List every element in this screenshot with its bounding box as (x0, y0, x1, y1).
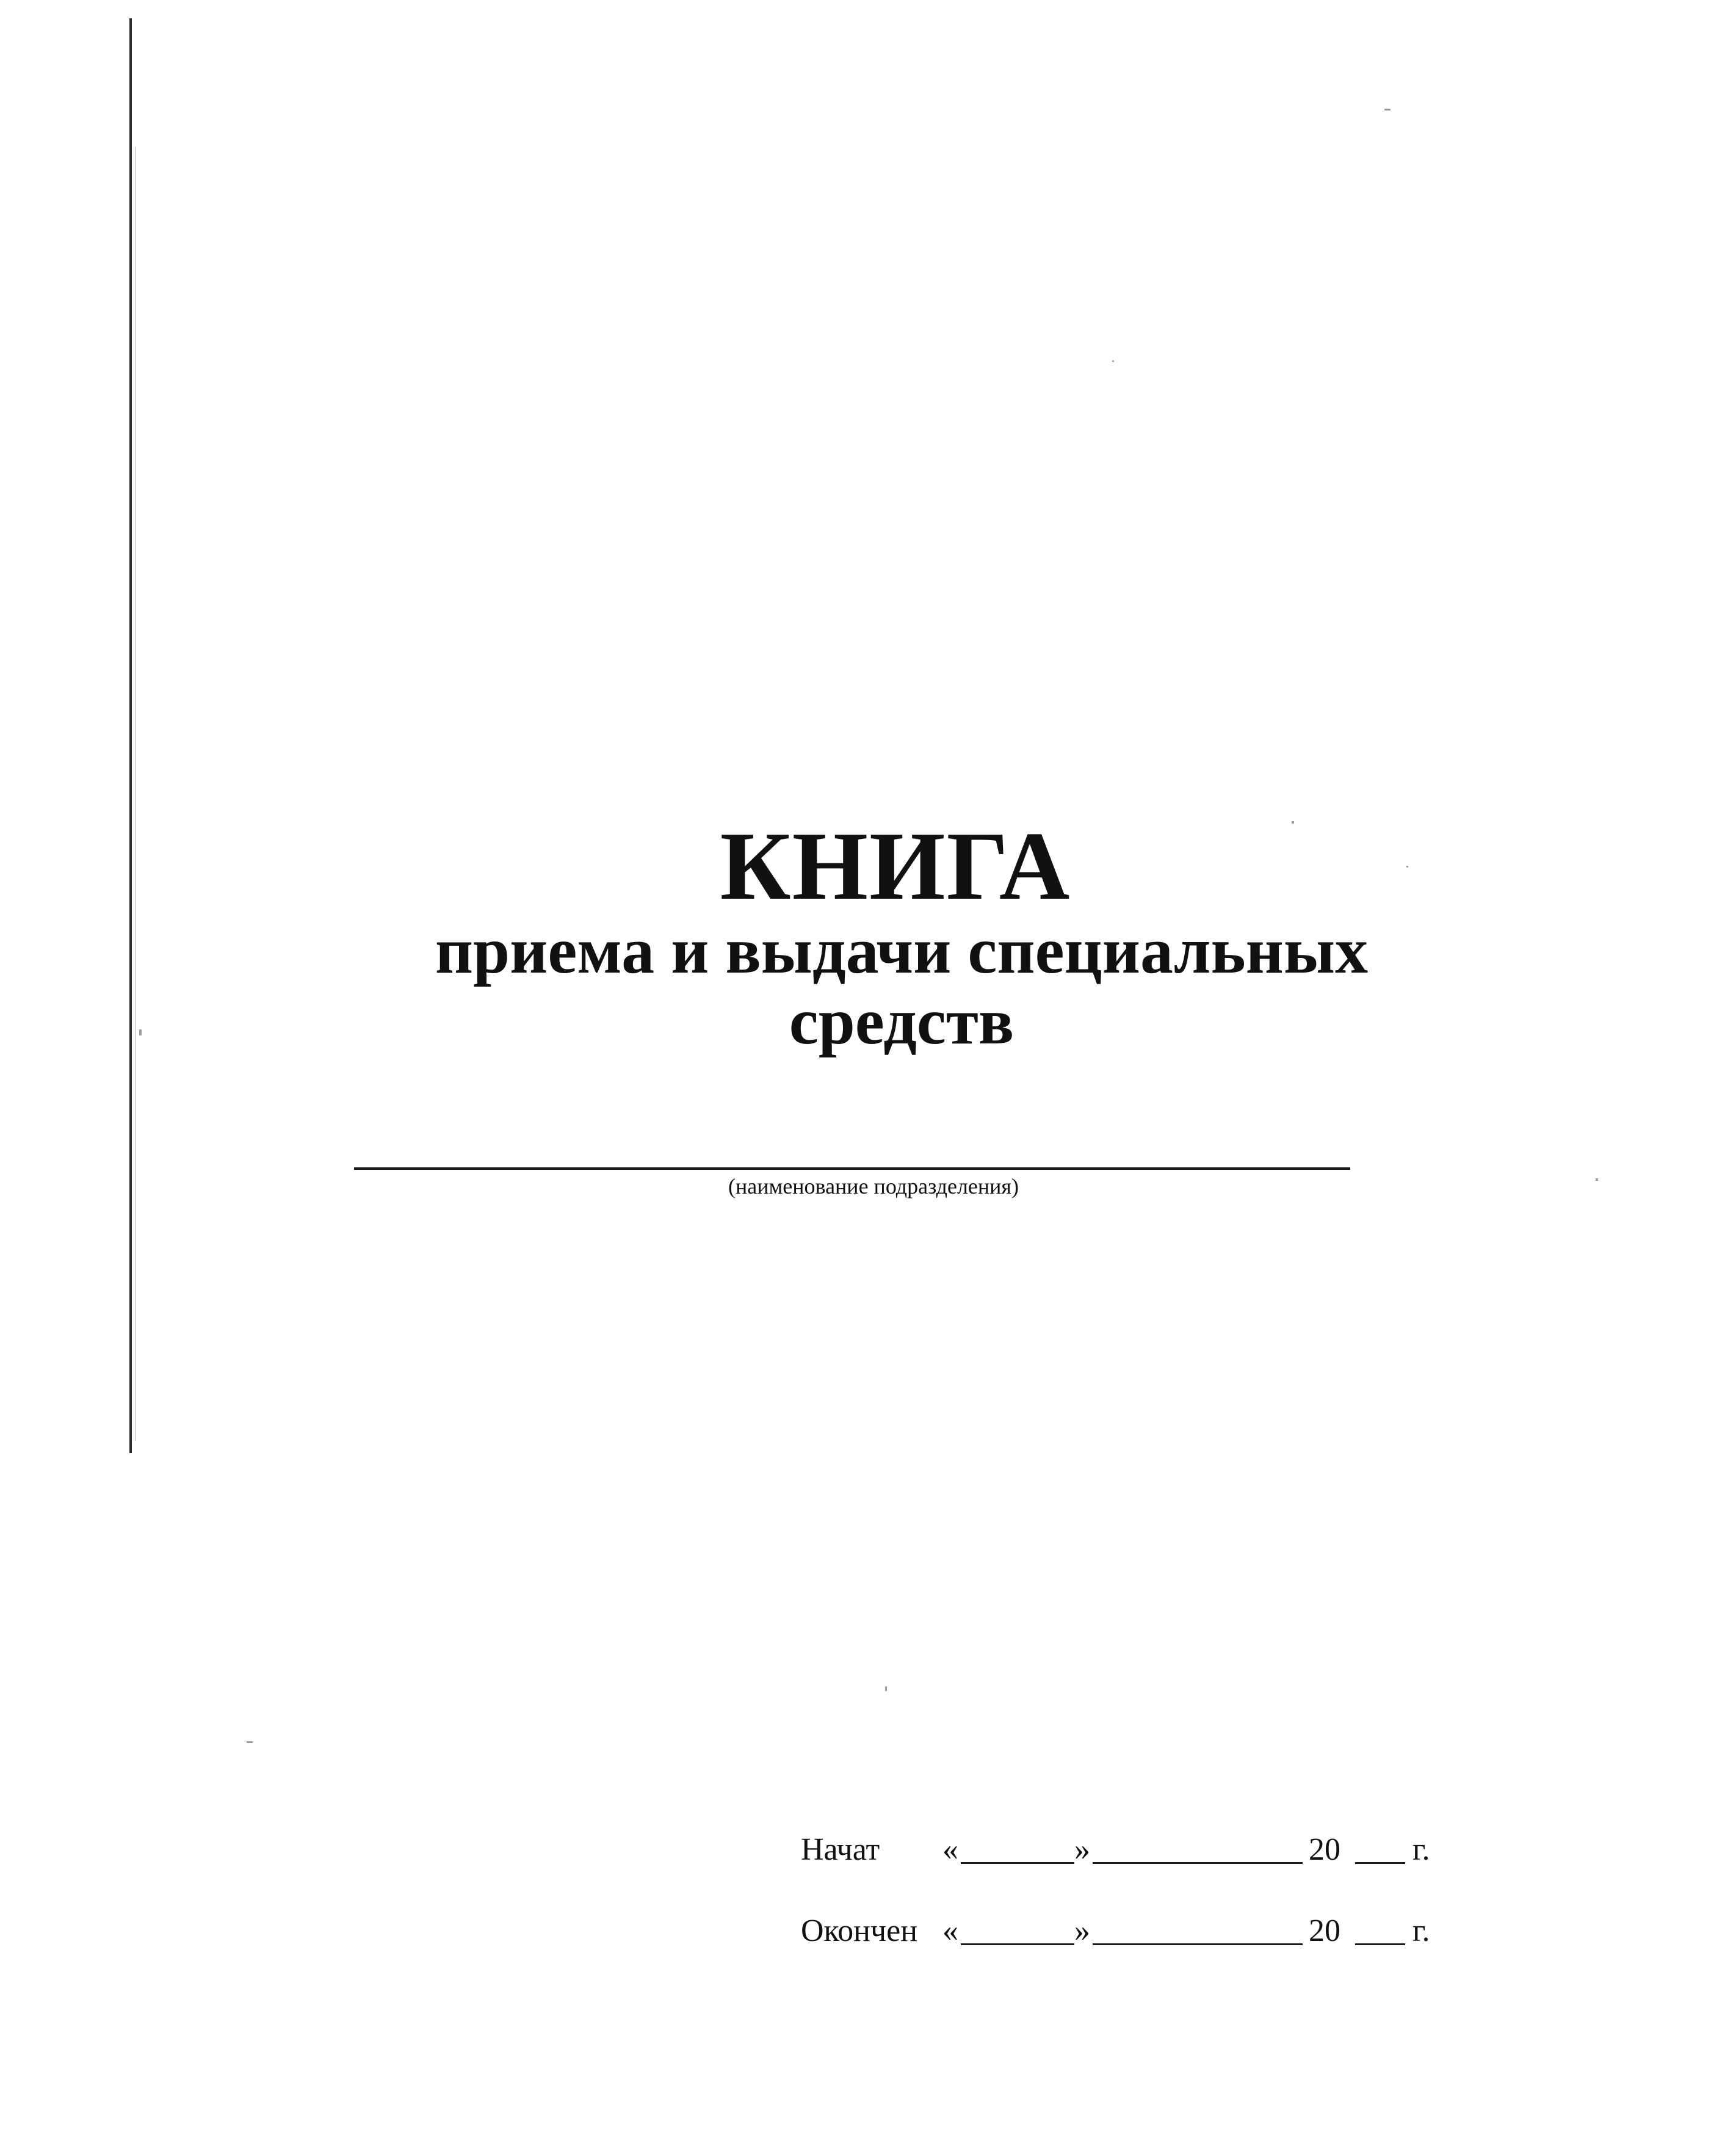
unit-name-caption: (наименование подразделения) (728, 1174, 1019, 1198)
scan-speck (247, 1741, 253, 1743)
open-quote: « (942, 1913, 958, 1948)
close-quote: » (1074, 1832, 1090, 1867)
book-subtitle (0, 916, 1736, 1057)
ended-month-field[interactable] (1093, 1943, 1303, 1945)
ended-year-field[interactable] (1355, 1943, 1405, 1945)
subtitle-line-1: приема и выдачи специальных (435, 915, 1369, 987)
ended-label: Окончен (801, 1913, 918, 1948)
ended-year-prefix: 20 (1309, 1913, 1340, 1948)
binding-margin-line (129, 18, 132, 1453)
scan-speck (1596, 1178, 1598, 1181)
started-year-prefix: 20 (1309, 1832, 1340, 1867)
started-label: Начат (801, 1832, 880, 1867)
ended-day-field[interactable] (961, 1943, 1074, 1945)
book-title: КНИГА (720, 811, 1071, 920)
scan-speck (885, 1686, 887, 1691)
started-day-field[interactable] (961, 1862, 1074, 1864)
scan-speck (1112, 360, 1114, 362)
subtitle-line-2: средств (789, 985, 1014, 1058)
binding-margin-shadow (135, 147, 136, 1441)
started-year-field[interactable] (1355, 1862, 1405, 1864)
title-block (0, 811, 1736, 920)
started-month-field[interactable] (1093, 1862, 1303, 1864)
close-quote: » (1074, 1913, 1090, 1948)
started-year-suffix: г. (1412, 1832, 1430, 1867)
open-quote: « (942, 1832, 958, 1867)
unit-name-field[interactable] (354, 1167, 1350, 1170)
ended-year-suffix: г. (1412, 1913, 1430, 1948)
scan-speck (1384, 109, 1391, 111)
